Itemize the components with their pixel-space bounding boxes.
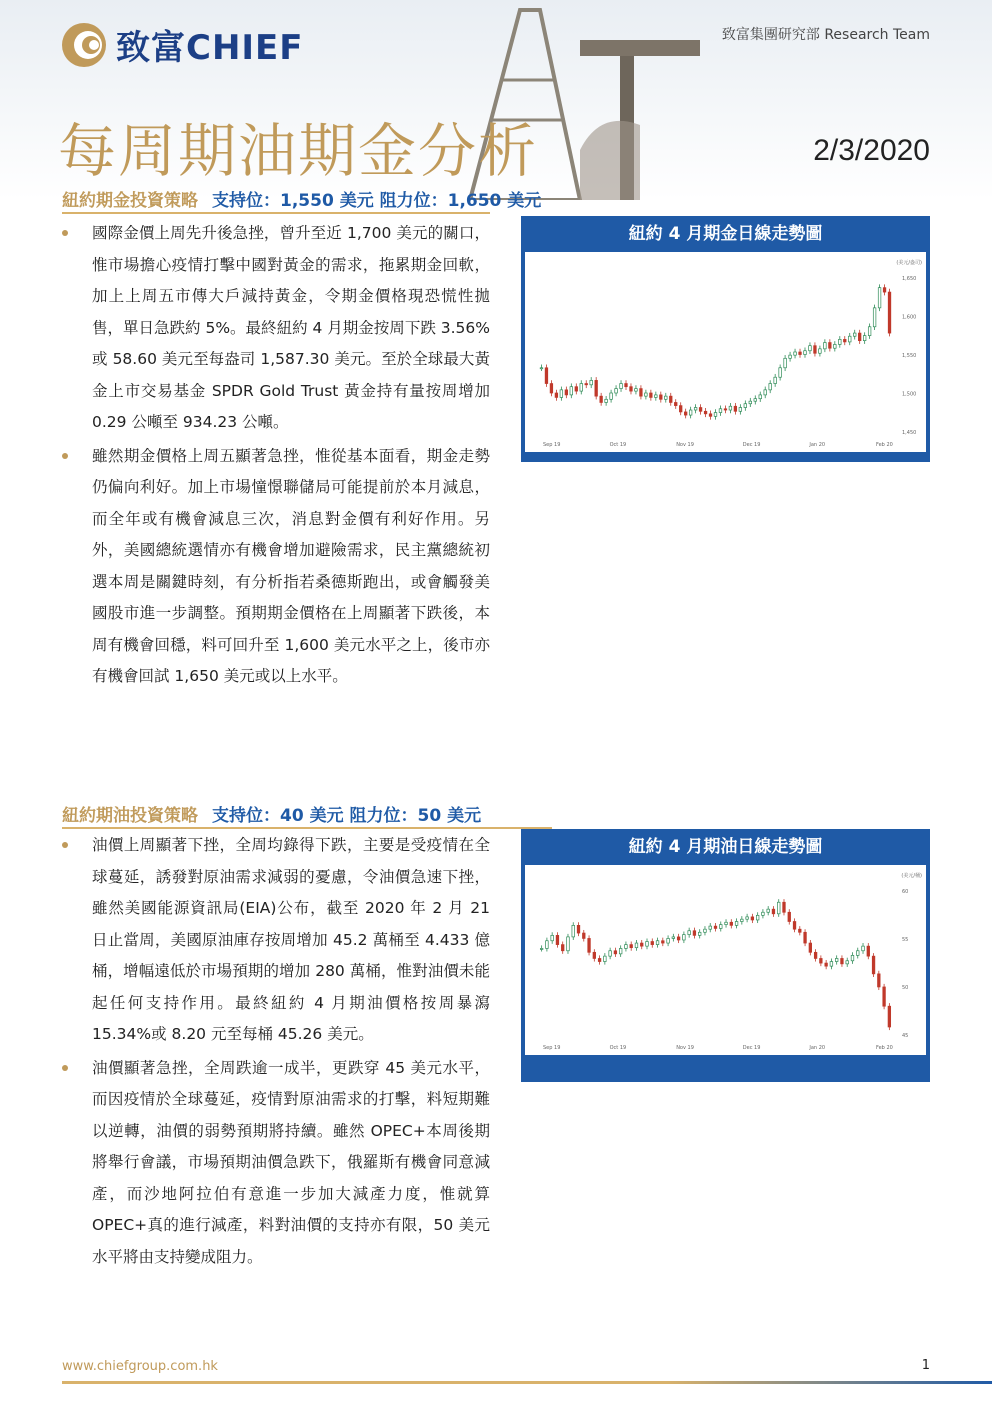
candle-body: [730, 922, 733, 925]
candle-body: [794, 352, 797, 355]
candle-body: [704, 929, 707, 932]
candle-body: [674, 402, 677, 405]
candle-body: [843, 339, 846, 342]
candle-body: [664, 396, 667, 399]
candle-body: [561, 945, 564, 951]
unit-label: (美元/桶): [901, 873, 922, 879]
candle-body: [572, 925, 575, 937]
bullet-text: 國際金價上周先升後急挫，曾升至近 1,700 美元的關口，惟市場擔心疫情打擊中國對黃金的需求，拖累期金回軟，加上上周五市傳大戶減持黃金，令期金價格現恐慌性拋售，單日急跌約 5%。最終紐約 4 月期金按周下跌 3.56%或 58.60 美元至每盎司 1,587.30 美元。至於全球最大黃金上市交易基金 SPDR Gold Trust 黃金持有量按周增加 0.29 公噸至 934.23 公噸。: [92, 224, 490, 431]
bullet-icon: [62, 1065, 68, 1071]
candle-body: [888, 1006, 891, 1027]
candle-body: [582, 933, 585, 938]
x-tick-label: Jan 20: [809, 1045, 826, 1051]
candle-body: [853, 333, 856, 336]
oil-support-resistance: 支持位：40 美元 阻力位：50 美元: [212, 806, 482, 826]
list-item: [62, 218, 490, 439]
oil-chart-title: 紐約 4 月期油日線走勢圖: [628, 837, 823, 857]
candle-body: [783, 902, 786, 912]
candle-body: [614, 951, 617, 954]
candle-body: [798, 929, 801, 932]
candle-body: [630, 945, 633, 948]
candle-body: [689, 410, 692, 415]
candle-body: [809, 943, 812, 952]
candle-body: [762, 912, 765, 915]
candle-body: [645, 393, 648, 396]
gold-chart-panel: [525, 252, 926, 452]
section-divider: [62, 827, 552, 829]
candle-body: [651, 942, 654, 945]
candle-body: [556, 935, 559, 944]
candle-body: [858, 333, 861, 341]
oil-price-chart: [525, 865, 926, 1055]
candle-body: [688, 931, 691, 935]
candle-body: [565, 390, 568, 395]
list-item: [62, 1053, 490, 1274]
candle-body: [846, 961, 849, 964]
candle-body: [604, 956, 607, 961]
candle-body: [595, 380, 598, 396]
candle-body: [570, 387, 573, 395]
candle-body: [774, 377, 777, 383]
x-tick-label: Sep 19: [543, 442, 561, 448]
candle-body: [550, 384, 553, 393]
gold-price-chart: [525, 252, 926, 452]
candle-body: [784, 358, 787, 367]
y-tick-label: 1,650: [902, 276, 917, 282]
oil-chart-box: [521, 829, 930, 1082]
candle-body: [834, 344, 837, 348]
y-tick-label: 45: [902, 1033, 909, 1039]
candle-body: [667, 938, 670, 943]
candle-body: [660, 395, 663, 399]
candle-body: [609, 951, 612, 956]
gold-section-name: 紐約期金投資策略: [62, 191, 198, 211]
candle-body: [555, 393, 558, 397]
candle-body: [694, 408, 697, 411]
footer-url: www.chiefgroup.com.hk: [62, 1359, 218, 1374]
x-tick-label: Feb 20: [876, 442, 893, 448]
candle-body: [769, 384, 772, 390]
candle-body: [630, 387, 633, 391]
research-team-label: 致富集團研究部 Research Team: [721, 27, 930, 43]
bullet-icon: [62, 230, 68, 236]
candle-body: [704, 411, 707, 414]
candle-body: [600, 396, 603, 402]
y-tick-label: 1,500: [902, 391, 917, 398]
x-tick-label: Oct 19: [609, 1045, 627, 1051]
candle-body: [735, 922, 738, 926]
page-number: 1: [921, 1358, 930, 1373]
candle-body: [789, 355, 792, 358]
candle-body: [679, 406, 682, 412]
candle-body: [777, 902, 780, 914]
candle-body: [772, 909, 775, 914]
candle-body: [646, 942, 649, 947]
bullet-text: 油價顯著急挫，全周跌逾一成半，更跌穿 45 美元水平，而因疫情於全球蔓延，疫情對原油需求的打擊，料短期難以逆轉，油價的弱勢預期將持續。雖然 OPEC+本周後期將舉行會議，市場預期油價急跌下，俄羅斯有機會同意減產，而沙地阿拉伯有意進一步加大減產力度，惟就算 OPEC+真的進行減產，料對油價的支持亦有限，50 美元水平將由支持變成阻力。: [92, 1058, 490, 1266]
candle-body: [719, 409, 722, 413]
list-item: [62, 441, 490, 693]
candle-body: [741, 919, 744, 921]
candle-body: [779, 368, 782, 377]
candle-body: [819, 349, 822, 353]
candle-body: [888, 292, 891, 333]
candle-body: [714, 926, 717, 928]
candle-body: [714, 413, 717, 417]
candle-body: [829, 343, 832, 349]
candle-body: [799, 352, 802, 355]
candle-body: [883, 987, 886, 1006]
candle-body: [804, 932, 807, 943]
candle-body: [867, 946, 870, 956]
candle-body: [868, 327, 871, 336]
candle-body: [856, 951, 859, 956]
oil-section-name: 紐約期油投資策略: [62, 806, 198, 826]
oil-chart-panel: [525, 865, 926, 1055]
y-tick-label: 1,450: [902, 430, 917, 436]
gold-section-heading: [62, 186, 541, 211]
candle-body: [605, 399, 608, 402]
x-tick-label: Jan 20: [809, 442, 826, 448]
candle-body: [767, 909, 770, 912]
candle-body: [751, 917, 754, 920]
y-tick-label: 60: [902, 889, 909, 895]
x-tick-label: Nov 19: [676, 442, 694, 448]
candle-body: [754, 399, 757, 402]
section-divider: [62, 212, 490, 214]
candle-body: [830, 962, 833, 967]
candle-body: [669, 396, 672, 402]
candle-body: [764, 390, 767, 395]
candle-body: [739, 408, 742, 412]
candle-body: [724, 409, 727, 410]
candle-body: [598, 958, 601, 961]
candle-body: [593, 952, 596, 958]
company-logo: [60, 20, 304, 69]
candle-body: [734, 406, 737, 411]
candle-body: [729, 406, 732, 410]
candle-body: [820, 958, 823, 963]
candle-body: [656, 941, 659, 945]
candle-body: [719, 925, 722, 929]
candle-body: [585, 384, 588, 385]
x-tick-label: Feb 20: [876, 1045, 893, 1051]
candle-body: [841, 958, 844, 963]
candle-body: [725, 922, 728, 924]
x-tick-label: Dec 19: [742, 1045, 761, 1051]
candle-body: [677, 937, 680, 940]
candle-body: [650, 393, 653, 397]
candle-body: [672, 937, 675, 939]
candle-body: [546, 941, 549, 949]
candle-body: [749, 401, 752, 404]
candle-body: [814, 346, 817, 354]
oil-bullet-list: [62, 830, 490, 1275]
candle-body: [835, 958, 838, 961]
candle-body: [698, 932, 701, 935]
candle-body: [610, 393, 613, 399]
candle-body: [709, 926, 712, 929]
candle-body: [540, 368, 543, 369]
candle-body: [883, 288, 886, 292]
logo-emblem-icon: [60, 21, 108, 69]
y-tick-label: 1,550: [902, 353, 917, 359]
oil-section-heading: [62, 801, 481, 826]
bullet-text: 油價上周顯著下挫，全周均錄得下跌，主要是受疫情在全球蔓延，誘發對原油需求減弱的憂慮，令油價急速下挫，雖然美國能源資訊局(EIA)公布，截至 2020 年 2 月 21 日止當周，美國原油庫存按周增加 45.2 萬桶至 4.433 億桶，增幅遠低於市場預期的增加 280 萬桶，惟對油價未能起任何支持作用。最終紐約 4 月期油價格按周暴瀉 15.34%或 8.20 元至每桶 45.26 美元。: [92, 836, 490, 1043]
candle-body: [756, 915, 759, 920]
x-tick-label: Nov 19: [676, 1045, 694, 1051]
candle-body: [655, 395, 658, 398]
candle-body: [693, 931, 696, 936]
candle-body: [640, 943, 643, 946]
candle-body: [560, 390, 563, 398]
y-tick-label: 1,600: [902, 314, 917, 321]
candle-body: [635, 943, 638, 948]
candle-body: [746, 917, 749, 919]
report-date: 2/3/2020: [813, 134, 930, 167]
candle-body: [567, 937, 570, 951]
list-item: [62, 830, 490, 1051]
candle-body: [744, 404, 747, 408]
candle-body: [683, 935, 686, 940]
footer-divider: [62, 1381, 992, 1384]
candle-body: [662, 941, 665, 943]
gold-chart-title: 紐約 4 月期金日線走勢圖: [628, 224, 823, 244]
candle-body: [863, 336, 866, 341]
candle-body: [848, 336, 851, 342]
bullet-text: 雖然期金價格上周五顯著急挫，惟從基本面看，期金走勢仍偏向利好。加上市場憧憬聯儲局可能提前於本月減息，而全年或有機會減息三次，消息對金價有利好作用。另外，美國總統選情亦有機會增加避險需求，民主黨總統初選本周是關鍵時刻，有分析指若桑德斯跑出，或會觸發美國股市進一步調整。預期期金價格在上周顯著下跌後，本周有機會回穩，料可回升至 1,600 美元水平之上，後市亦有機會回試 1,650 美元或以上水平。: [92, 446, 490, 685]
candle-body: [851, 955, 854, 960]
candle-body: [635, 389, 638, 392]
candle-body: [825, 963, 828, 966]
x-tick-label: Sep 19: [543, 1045, 561, 1051]
candle-body: [878, 974, 881, 987]
logo-text: 致富CHIEF: [116, 28, 304, 68]
unit-label: (美元/盎司): [896, 260, 922, 266]
candle-body: [788, 912, 791, 921]
gold-bullet-list: [62, 218, 490, 695]
gold-support-resistance: 支持位：1,550 美元 阻力位：1,650 美元: [212, 191, 542, 211]
candle-body: [640, 389, 643, 397]
page-title: 每周期油期金分析: [58, 117, 539, 185]
candle-body: [625, 945, 628, 949]
candle-body: [580, 384, 583, 392]
candle-body: [620, 384, 623, 389]
x-tick-label: Oct 19: [609, 442, 627, 448]
gold-chart-box: [521, 216, 930, 462]
candle-body: [545, 368, 548, 384]
candle-body: [759, 395, 762, 399]
candle-body: [615, 389, 618, 393]
candle-body: [699, 408, 702, 412]
candle-body: [814, 952, 817, 958]
candle-body: [709, 414, 712, 417]
candle-body: [684, 412, 687, 415]
x-tick-label: Dec 19: [742, 442, 761, 448]
candle-body: [862, 946, 865, 951]
candle-body: [809, 346, 812, 351]
candle-body: [878, 288, 881, 308]
y-tick-label: 55: [902, 937, 909, 943]
candle-body: [838, 339, 841, 344]
y-tick-label: 50: [902, 985, 909, 991]
candle-body: [619, 948, 622, 953]
candle-body: [804, 351, 807, 355]
candle-body: [872, 956, 875, 974]
candle-body: [793, 922, 796, 930]
candle-body: [824, 343, 827, 349]
bullet-icon: [62, 842, 68, 848]
candle-body: [588, 938, 591, 952]
candle-body: [873, 308, 876, 327]
candle-body: [625, 384, 628, 387]
bullet-icon: [62, 453, 68, 459]
candle-body: [551, 935, 554, 940]
candle-body: [577, 925, 580, 933]
candle-body: [575, 387, 578, 391]
candle-body: [590, 380, 593, 384]
candle-body: [540, 948, 543, 949]
